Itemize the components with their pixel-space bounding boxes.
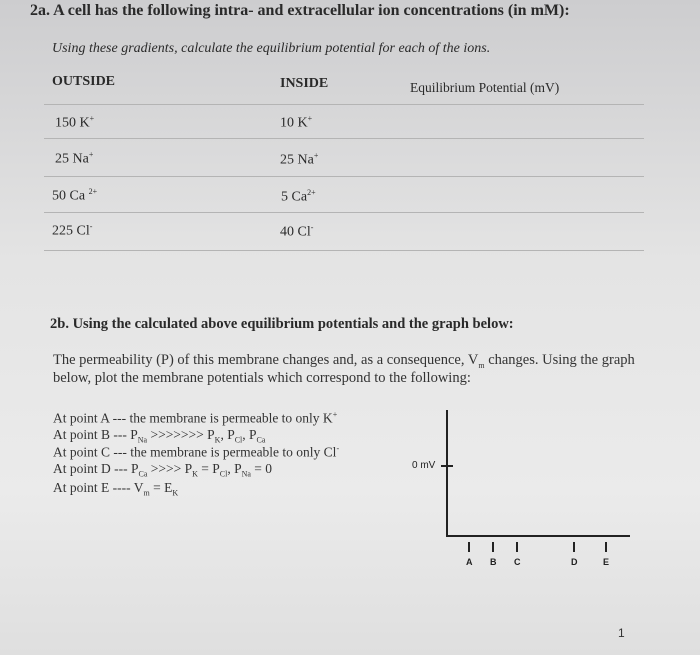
- tick-label-c: C: [514, 557, 521, 567]
- graph-zero-tick: [441, 465, 453, 467]
- tick-c: [516, 542, 518, 552]
- header-equilibrium: Equilibrium Potential (mV): [410, 80, 560, 95]
- graph-y-axis: [446, 410, 448, 537]
- tick-label-b: B: [490, 557, 497, 567]
- table-row-k-inside: 10 K+: [280, 114, 313, 131]
- table-row-cl-outside: 225 Cl-: [52, 222, 93, 239]
- tick-label-e: E: [603, 557, 610, 567]
- point-e-text: At point E ---- $V_m = E_K$: [53, 480, 179, 498]
- table-divider: [44, 250, 644, 251]
- question-2a-instruction: Using these gradients, calculate the equilibrium potential for each of the ions.: [52, 41, 491, 56]
- page-number: 1: [618, 626, 625, 640]
- point-d-text: At point D --- $P_{Ca}$ >>>> $P_K = P_{Cl}$, $P_{Na} = 0$: [53, 461, 273, 479]
- question-2b-title: 2b. Using the calculated above equilibrium potentials and the graph below:: [50, 316, 514, 332]
- table-row-ca-inside: 5 $Ca^{2+}$: [281, 188, 316, 205]
- graph-zero-mv-label: 0 mV: [412, 460, 436, 471]
- graph-x-axis: [446, 535, 630, 537]
- point-c-text: At point C --- the membrane is permeable to only Cl-: [53, 444, 340, 460]
- table-divider: [44, 104, 644, 105]
- table-row-ca-outside: 50 Ca $^{2+}$: [52, 187, 98, 204]
- header-outside: OUTSIDE: [52, 74, 116, 89]
- point-a-text: At point A --- the membrane is permeable to only K+: [53, 410, 338, 426]
- table-row-na-outside: 25 Na+: [55, 150, 94, 167]
- tick-e: [605, 542, 607, 552]
- tick-a: [468, 542, 470, 552]
- table-row-na-inside: 25 Na+: [280, 151, 319, 168]
- header-inside: INSIDE: [280, 76, 329, 91]
- tick-d: [573, 542, 575, 552]
- table-divider: [44, 138, 644, 139]
- table-divider: [44, 176, 644, 177]
- point-b-text: At point B --- $P_{Na}$ >>>>>>> $P_K$, $P_{Cl}$, $P_{Ca}$: [53, 427, 266, 445]
- table-divider: [44, 212, 644, 213]
- question-2b-paragraph-line1: The permeability (P) of this membrane changes and, as a consequence, $V_m$ changes. Using the graph: [53, 352, 635, 370]
- tick-label-d: D: [571, 557, 578, 567]
- table-row-k-outside: 150 K+: [55, 114, 95, 131]
- question-2a-title: 2a. A cell has the following intra- and extracellular ion concentrations (in mM):: [30, 2, 570, 19]
- question-2b-paragraph-line2: below, plot the membrane potentials which correspond to the following:: [53, 370, 471, 386]
- tick-b: [492, 542, 494, 552]
- table-row-cl-inside: 40 Cl-: [280, 223, 314, 240]
- tick-label-a: A: [466, 557, 473, 567]
